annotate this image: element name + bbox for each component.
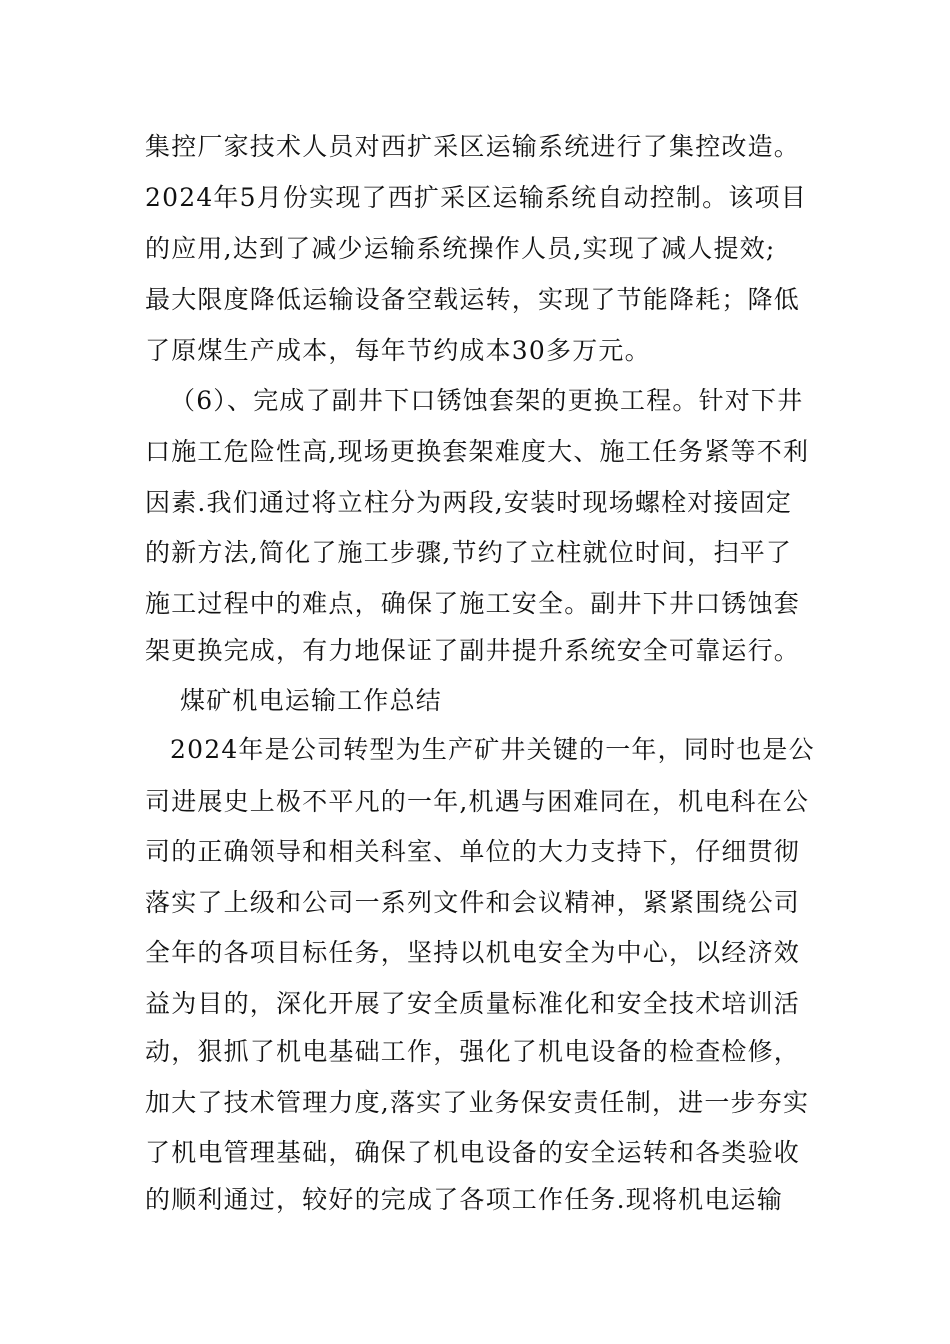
text-line: 口施工危险性高,现场更换套架难度大、施工任务紧等不利 bbox=[145, 437, 810, 466]
text-line: 了机电管理基础，确保了机电设备的安全运转和各类验收 bbox=[145, 1138, 801, 1167]
text-line: 最大限度降低运输设备空载运转，实现了节能降耗；降低 bbox=[145, 285, 801, 314]
text-line: 架更换完成，有力地保证了副井提升系统安全可靠运行。 bbox=[145, 636, 801, 665]
text-line: 司进展史上极不平凡的一年,机遇与困难同在，机电科在公 bbox=[145, 787, 810, 816]
text-line: 益为目的，深化开展了安全质量标准化和安全技术培训活 bbox=[145, 989, 801, 1018]
text-line: 动，狠抓了机电基础工作，强化了机电设备的检查检修， bbox=[145, 1037, 801, 1066]
text-line: 全年的各项目标任务，坚持以机电安全为中心，以经济效 bbox=[145, 938, 801, 967]
text-line: 司的正确领导和相关科室、单位的大力支持下，仔细贯彻 bbox=[145, 837, 801, 866]
text-line: 2024年5月份实现了西扩采区运输系统自动控制。该项目 bbox=[145, 183, 807, 212]
text-line: 因素.我们通过将立柱分为两段,安装时现场螺栓对接固定 bbox=[145, 488, 793, 517]
text-line: 集控厂家技术人员对西扩采区运输系统进行了集控改造。 bbox=[145, 132, 801, 161]
paragraph-start-line: （6）、完成了副井下口锈蚀套架的更换工程。针对下井 bbox=[170, 386, 804, 415]
text-line: 落实了上级和公司一系列文件和会议精神，紧紧围绕公司 bbox=[145, 888, 801, 917]
text-line: 的新方法,简化了施工步骤,节约了立柱就位时间，扫平了 bbox=[145, 538, 793, 567]
text-line: 了原煤生产成本，每年节约成本30多万元。 bbox=[145, 336, 651, 365]
section-title: 煤矿机电运输工作总结 bbox=[180, 686, 443, 715]
text-line: 施工过程中的难点，确保了施工安全。副井下井口锈蚀套 bbox=[145, 589, 801, 618]
text-line: 的顺利通过，较好的完成了各项工作任务.现将机电运输 bbox=[145, 1185, 783, 1214]
text-line: 加大了技术管理力度,落实了业务保安责任制，进一步夯实 bbox=[145, 1088, 810, 1117]
text-line: 的应用,达到了减少运输系统操作人员,实现了减人提效; bbox=[145, 234, 776, 263]
paragraph-start-line: 2024年是公司转型为生产矿井关键的一年，同时也是公 bbox=[170, 735, 815, 764]
